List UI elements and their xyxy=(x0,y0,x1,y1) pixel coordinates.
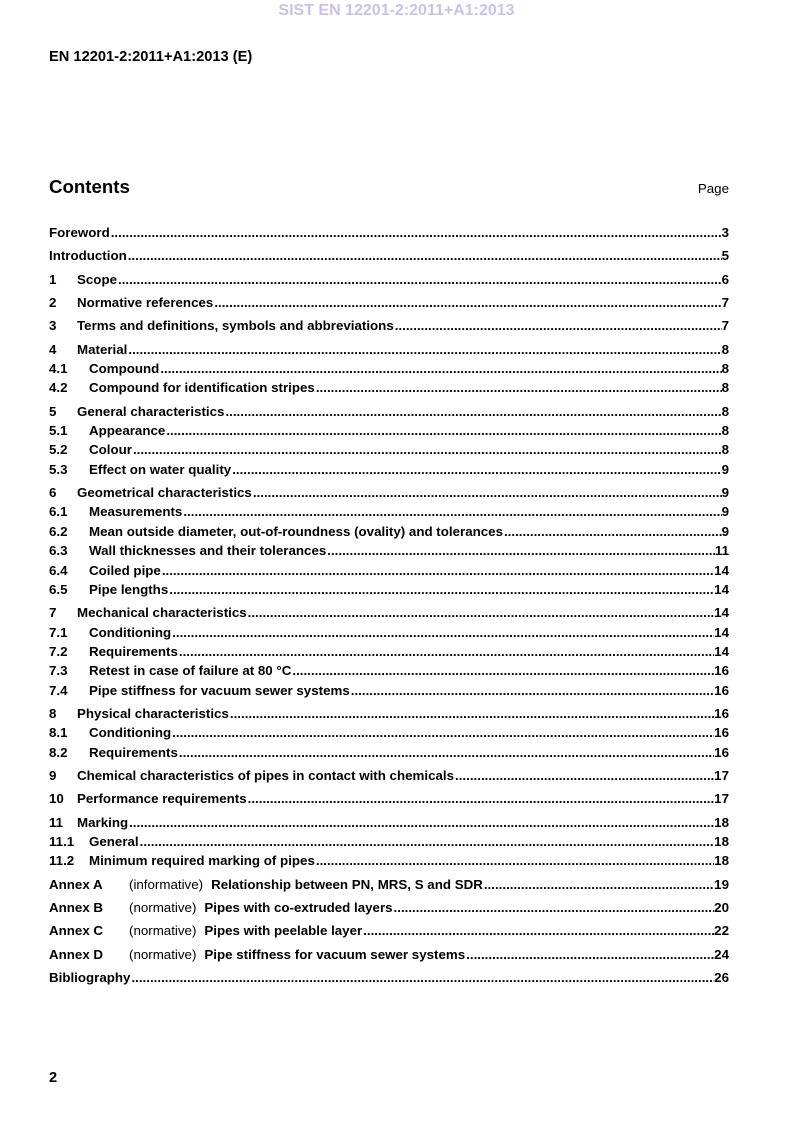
toc-entry-page: 8 xyxy=(721,380,729,396)
toc-entry[interactable] xyxy=(49,661,729,680)
toc-entry-page: 14 xyxy=(714,562,729,578)
toc-entry-page: 7 xyxy=(721,318,729,334)
toc-entry-title: Performance requirements xyxy=(77,791,247,807)
toc-entry[interactable] xyxy=(49,359,729,378)
toc-entry-number: 11 xyxy=(49,814,64,830)
toc-entry-title: Geometrical characteristics xyxy=(77,485,252,501)
toc-entry-page: 24 xyxy=(714,946,729,962)
toc-entry-page: 16 xyxy=(714,682,729,698)
toc-dot-leader xyxy=(111,223,722,242)
toc-dot-leader xyxy=(160,359,721,378)
toc-entry-page: 18 xyxy=(714,853,729,869)
toc-entry-title: Scope xyxy=(77,271,117,287)
toc-entry-title: Pipe stiffness for vacuum sewer systems xyxy=(89,682,350,698)
toc-entry[interactable] xyxy=(49,223,729,242)
toc-entry[interactable] xyxy=(49,460,729,479)
toc-entry-title: Normative references xyxy=(77,295,214,311)
toc-dot-leader xyxy=(179,642,714,661)
toc-entry-page: 22 xyxy=(714,923,729,939)
toc-entry-number: 5 xyxy=(49,403,57,419)
toc-entry-title: Appearance xyxy=(89,423,166,439)
toc-annex-type: (normative) xyxy=(129,946,197,962)
toc-entry-number: 8 xyxy=(49,705,57,721)
toc-entry-number: 8.2 xyxy=(49,744,68,760)
toc-entry-number: 5.2 xyxy=(49,442,68,458)
toc-entry-number: 1 xyxy=(49,271,57,287)
toc-entry-number: 9 xyxy=(49,767,57,783)
toc-entry[interactable] xyxy=(49,704,729,723)
toc-entry[interactable] xyxy=(49,316,729,335)
toc-entry-number: 5.1 xyxy=(49,423,68,439)
toc-dot-leader xyxy=(232,460,721,479)
toc-entry-page: 14 xyxy=(714,581,729,597)
toc-entry[interactable] xyxy=(49,851,729,870)
toc-entry[interactable] xyxy=(49,968,729,987)
toc-dot-leader xyxy=(248,789,715,808)
toc-entry-number: 4.2 xyxy=(49,380,68,396)
toc-entry-title: Introduction xyxy=(49,248,127,264)
toc-entry-number: 7.4 xyxy=(49,682,68,698)
toc-entry-number: 6.2 xyxy=(49,523,68,539)
toc-dot-leader xyxy=(166,421,721,440)
toc-entry[interactable] xyxy=(49,402,729,421)
toc-entry-title: Pipes with co-extruded layers xyxy=(204,900,393,915)
toc-entry-page: 8 xyxy=(721,403,729,419)
toc-dot-leader xyxy=(131,968,714,987)
toc-entry-title: Retest in case of failure at 80 °C xyxy=(89,663,292,679)
toc-entry-page: 19 xyxy=(714,876,729,892)
toc-entry-number: Annex A xyxy=(49,876,103,892)
toc-entry-title: Pipes with peelable layer xyxy=(204,923,363,939)
toc-entry-title: Pipe stiffness for vacuum sewer systems xyxy=(204,946,466,962)
toc-entry[interactable] xyxy=(49,623,729,642)
toc-entry-title: General xyxy=(89,833,139,849)
toc-entry[interactable] xyxy=(49,541,729,560)
toc-entry-title: Material xyxy=(77,341,128,357)
toc-entry-number: 8.1 xyxy=(49,725,68,741)
toc-annex-type: (normative) xyxy=(129,900,197,915)
toc-entry[interactable] xyxy=(49,813,729,832)
toc-entry[interactable] xyxy=(49,340,729,359)
toc-entry-number: 11.2 xyxy=(49,853,75,869)
toc-entry-number: 4 xyxy=(49,341,57,357)
toc-entry[interactable] xyxy=(49,603,729,622)
toc-dot-leader xyxy=(292,661,714,680)
toc-entry-page: 16 xyxy=(714,725,729,741)
toc-entry-page: 3 xyxy=(721,225,729,240)
toc-entry-title: Conditioning xyxy=(89,624,172,640)
toc-entry-page: 16 xyxy=(714,663,729,679)
watermark: SIST EN 12201-2:2011+A1:2013 xyxy=(278,2,515,19)
toc-entry-title: Physical characteristics xyxy=(77,705,229,721)
toc-entry-number: 7.2 xyxy=(49,643,68,659)
toc-entry-title: Coiled pipe xyxy=(89,562,161,578)
table-of-contents xyxy=(49,223,729,987)
toc-entry[interactable] xyxy=(49,440,729,459)
toc-entry-page: 5 xyxy=(721,248,729,264)
toc-dot-leader xyxy=(225,402,721,421)
toc-entry[interactable] xyxy=(49,832,729,851)
toc-entry-page: 18 xyxy=(714,814,729,830)
toc-dot-leader xyxy=(183,502,721,521)
toc-entry-number: Annex B xyxy=(49,900,104,915)
toc-dot-leader xyxy=(327,541,715,560)
toc-entry[interactable] xyxy=(49,642,729,661)
toc-entry[interactable] xyxy=(49,378,729,397)
toc-entry-page: 9 xyxy=(721,461,729,477)
page-column-label: Page xyxy=(697,181,729,196)
toc-entry-title: Measurements xyxy=(89,504,183,520)
toc-dot-leader xyxy=(316,378,722,397)
toc-entry-title: Minimum required marking of pipes xyxy=(89,853,315,869)
toc-entry-title: Mean outside diameter, out-of-roundness (ovality) and tolerances xyxy=(89,523,503,539)
page-number: 2 xyxy=(49,1070,58,1086)
toc-entry-number: 6 xyxy=(49,485,57,501)
toc-dot-leader xyxy=(394,898,715,917)
toc-entry-number: 3 xyxy=(49,318,57,334)
toc-dot-leader xyxy=(133,440,722,459)
toc-dot-leader xyxy=(253,483,722,502)
toc-dot-leader xyxy=(172,723,714,742)
document-identifier: EN 12201-2:2011+A1:2013 (E) xyxy=(49,49,253,65)
toc-entry[interactable] xyxy=(49,875,729,894)
toc-entry-page: 14 xyxy=(714,605,729,621)
toc-entry[interactable] xyxy=(49,483,729,502)
toc-entry-page: 17 xyxy=(714,791,729,807)
toc-entry-number: 11.1 xyxy=(49,833,75,849)
toc-dot-leader xyxy=(395,316,722,335)
toc-entry-page: 9 xyxy=(721,485,729,501)
toc-entry[interactable] xyxy=(49,561,729,580)
toc-entry-page: 20 xyxy=(714,900,729,915)
toc-entry-title: Conditioning xyxy=(89,725,172,741)
contents-title: Contents xyxy=(49,176,130,197)
toc-dot-leader xyxy=(128,246,722,265)
toc-entry-title: Marking xyxy=(77,814,129,830)
toc-entry[interactable] xyxy=(49,421,729,440)
toc-dot-leader xyxy=(230,704,714,723)
toc-entry[interactable] xyxy=(49,522,729,541)
toc-dot-leader xyxy=(466,945,714,964)
toc-entry-title: Bibliography xyxy=(49,970,131,986)
toc-entry-number: Annex D xyxy=(49,946,104,962)
toc-annex-type: (normative) xyxy=(129,923,197,939)
toc-entry[interactable] xyxy=(49,502,729,521)
toc-entry-number: 5.3 xyxy=(49,461,68,477)
toc-entry-number: 4.1 xyxy=(49,361,68,377)
toc-entry[interactable] xyxy=(49,723,729,742)
toc-entry-page: 6 xyxy=(721,271,729,287)
toc-entry-page: 18 xyxy=(714,833,729,849)
toc-dot-leader xyxy=(169,580,714,599)
toc-entry[interactable] xyxy=(49,945,729,964)
toc-dot-leader xyxy=(363,921,714,940)
toc-entry-title: Mechanical characteristics xyxy=(77,605,247,621)
toc-entry-number: 6.4 xyxy=(49,562,68,578)
contents-heading-row xyxy=(49,175,729,199)
toc-dot-leader xyxy=(248,603,715,622)
toc-entry-title: Requirements xyxy=(89,643,178,659)
toc-entry[interactable] xyxy=(49,898,729,917)
toc-annex-type: (informative) xyxy=(129,876,204,892)
toc-entry[interactable] xyxy=(49,789,729,808)
toc-entry-number: 7 xyxy=(49,605,57,621)
toc-dot-leader xyxy=(118,270,722,289)
toc-entry-page: 8 xyxy=(721,341,729,357)
toc-entry-page: 9 xyxy=(721,523,729,539)
toc-entry-number: 2 xyxy=(49,295,57,311)
toc-dot-leader xyxy=(179,743,714,762)
toc-entry[interactable] xyxy=(49,580,729,599)
toc-entry-page: 14 xyxy=(714,624,729,640)
toc-entry[interactable] xyxy=(49,743,729,762)
toc-entry-title: Pipe lengths xyxy=(89,581,169,597)
toc-entry-page: 8 xyxy=(721,442,729,458)
toc-entry[interactable] xyxy=(49,766,729,785)
toc-entry-number: 7.1 xyxy=(49,624,68,640)
toc-entry-title: Relationship between PN, MRS, S and SDR xyxy=(211,876,483,892)
toc-dot-leader xyxy=(128,340,721,359)
toc-dot-leader xyxy=(316,851,714,870)
toc-dot-leader xyxy=(140,832,715,851)
toc-entry-number: 6.5 xyxy=(49,581,68,597)
toc-entry-page: 9 xyxy=(721,504,729,520)
toc-entry-page: 11 xyxy=(714,543,729,559)
toc-entry[interactable] xyxy=(49,270,729,289)
toc-entry-number: 10 xyxy=(49,791,64,807)
toc-entry-title: Compound for identification stripes xyxy=(89,380,315,396)
toc-entry[interactable] xyxy=(49,293,729,312)
toc-entry-page: 8 xyxy=(721,423,729,439)
toc-entry-title: Requirements xyxy=(89,744,178,760)
toc-entry-title: Colour xyxy=(89,442,132,458)
toc-entry-page: 14 xyxy=(714,643,729,659)
toc-entry-title: Compound xyxy=(89,361,160,377)
toc-entry[interactable] xyxy=(49,246,729,265)
toc-entry-number: Annex C xyxy=(49,923,104,939)
toc-entry-title: Wall thicknesses and their tolerances xyxy=(89,543,327,559)
toc-dot-leader xyxy=(172,623,714,642)
toc-dot-leader xyxy=(129,813,714,832)
toc-entry-title: Effect on water quality xyxy=(89,461,232,477)
toc-entry[interactable] xyxy=(49,921,729,940)
toc-entry-title: Foreword xyxy=(49,225,110,240)
toc-entry-page: 16 xyxy=(714,705,729,721)
toc-entry-number: 7.3 xyxy=(49,663,68,679)
toc-entry-number: 6.3 xyxy=(49,543,68,559)
toc-entry-number: 6.1 xyxy=(49,504,68,520)
toc-entry-page: 16 xyxy=(714,744,729,760)
toc-dot-leader xyxy=(484,875,714,894)
toc-entry-title: Terms and definitions, symbols and abbreviations xyxy=(77,318,394,334)
toc-entry[interactable] xyxy=(49,681,729,700)
toc-dot-leader xyxy=(214,293,721,312)
toc-entry-page: 7 xyxy=(721,295,729,311)
toc-entry-page: 8 xyxy=(721,361,729,377)
toc-dot-leader xyxy=(162,561,714,580)
toc-entry-page: 17 xyxy=(714,767,729,783)
toc-entry-page: 26 xyxy=(714,970,729,986)
toc-dot-leader xyxy=(504,522,722,541)
toc-entry-title: General characteristics xyxy=(77,403,225,419)
toc-dot-leader xyxy=(455,766,714,785)
toc-entry-title: Chemical characteristics of pipes in contact with chemicals xyxy=(77,767,455,783)
toc-dot-leader xyxy=(351,681,714,700)
